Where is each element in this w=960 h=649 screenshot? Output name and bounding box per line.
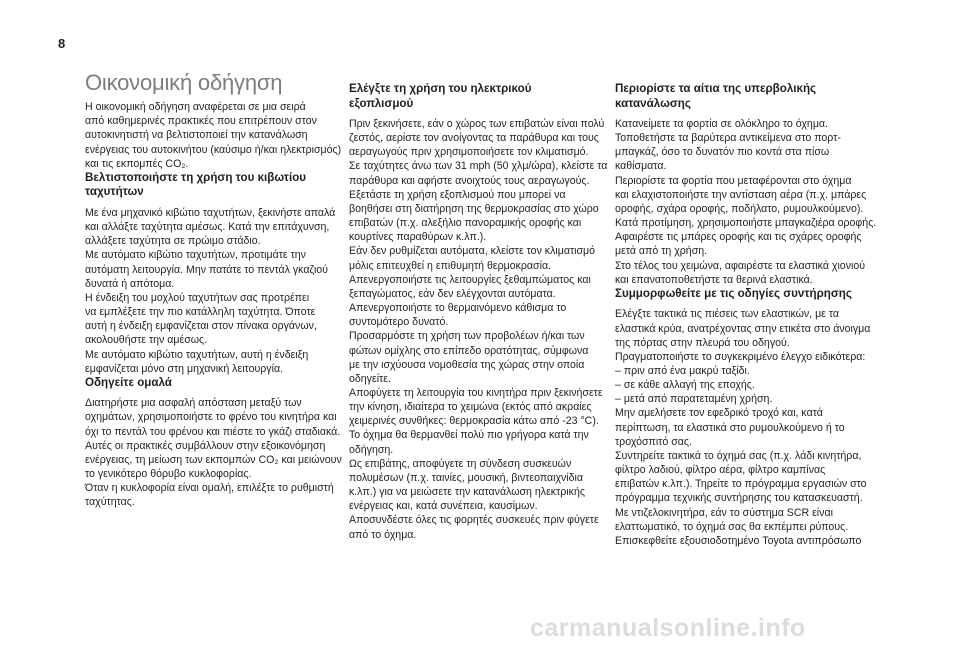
column-3 — [615, 82, 877, 548]
paragraph-line: αλλάξετε ταχύτητα σε πρώιμο στάδιο. — [85, 235, 261, 248]
paragraph-line: ενέργειας και, κατά συνέπεια, καυσίμων. — [349, 500, 538, 513]
paragraph-line: Με αυτόματο κιβώτιο ταχυτήτων, αυτή η ένδειξη — [85, 348, 309, 361]
paragraph-line: αυτοκινητιστή να βελτιστοποιεί την κατανάλωση — [85, 129, 308, 142]
paragraph-line: ενέργειας, τη μείωση των εκπομπών CO₂ και μειώνουν — [85, 453, 342, 466]
paragraph-line: ταχύτητας. — [85, 496, 135, 509]
paragraph-line: Διατηρήστε μια ασφαλή απόσταση μεταξύ των — [85, 397, 302, 410]
paragraph-line: ακολουθήστε την αμέσως. — [85, 334, 208, 347]
paragraph-line: Με ντιζελοκινητήρα, εάν το σύστημα SCR είναι — [615, 506, 833, 519]
column-2 — [349, 82, 608, 542]
paragraph-line: αεραγωγούς πριν χρησιμοποιήσετε τον κλιματισμό. — [349, 146, 589, 159]
paragraph-line: και ελαχιστοποιήστε την αντίσταση αέρα (π.χ. μπάρες — [615, 188, 867, 201]
section-intro — [85, 100, 342, 171]
paragraph-line: κ.λπ.) για να μειώσετε την κατανάλωση ηλεκτρικής — [349, 486, 585, 499]
paragraph-line: φώτων ομίχλης στο επίπεδο ορατότητας, σύμφωνα — [349, 344, 589, 357]
section-maintenance — [615, 286, 871, 548]
paragraph-line: Μην αμελήσετε τον εφεδρικό τροχό και, κατά — [615, 407, 823, 420]
paragraph-line: από το όχημα. — [349, 528, 417, 541]
paragraph-line: αυτή η ένδειξη εμφανίζεται στον πίνακα οργάνων, — [85, 320, 317, 333]
paragraph-line: αυτόματη λειτουργία. Μην πατάτε το πεντάλ γκαζιού — [85, 263, 328, 276]
section-heading: Βελτιστοποιήστε τη χρήση του κιβωτίου ταχυτήτων — [85, 170, 307, 199]
paragraph-line: οδηγείτε. — [349, 372, 391, 385]
paragraph-line: και επανατοποθετήστε τα θερινά ελαστικά. — [615, 273, 813, 286]
paragraph-line: Κατά προτίμηση, χρησιμοποιήστε μπαγκαζιέρα οροφής. — [615, 217, 877, 230]
page-title: Οικονομική οδήγηση — [85, 70, 283, 95]
paragraph-line: Αυτές οι πρακτικές συμβάλλουν στην εξοικονόμηση — [85, 439, 326, 452]
paragraph-line: Σε ταχύτητες άνω των 31 mph (50 χλμ/ώρα), κλείστε τα — [349, 160, 608, 173]
paragraph-line: περίπτωση, τα ελαστικά στο ρυμουλκούμενο ή το — [615, 421, 845, 434]
section-heading: Περιορίστε τα αίτια της υπερβολικής κατανάλωσης — [615, 82, 817, 110]
paragraph-line: να εμπλέξετε την πιο κατάλληλη ταχύτητα. Όποτε — [85, 306, 316, 319]
paragraph-line: φίλτρο λαδιού, φίλτρο αέρα, φίλτρο καμπίνας — [615, 464, 826, 477]
paragraph-line: από καθημερινές πρακτικές που επιτρέπουν στον — [85, 115, 317, 128]
paragraph-line: Απενεργοποιήστε το θερμαινόμενο κάθισμα το — [349, 302, 567, 315]
paragraph-line: οροφής, σχάρα οροφής, ποδήλατο, ρυμουλκούμενο). — [615, 202, 864, 215]
watermark: carmanualsonline.info — [530, 614, 806, 642]
paragraph-line: συντομότερο δυνατό. — [349, 316, 449, 329]
section-heading: Συμμορφωθείτε με τις οδηγίες συντήρησης — [615, 286, 852, 300]
paragraph-line: παράθυρα και αφήστε ανοιχτούς τους αεραγωγούς. — [349, 174, 590, 187]
paragraph-line: και τις εκπομπές CO₂. — [85, 157, 189, 170]
paragraph-line: τροχόσπιτό σας. — [615, 435, 692, 448]
paragraph-line: Εάν δεν ρυθμίζεται αυτόματα, κλείστε τον κλιματισμό — [349, 245, 596, 258]
paragraph-line: Κατανείμετε τα φορτία σε ολόκληρο το όχημα. — [615, 118, 828, 130]
paragraph-line: Ως επιβάτης, αποφύγετε τη σύνδεση συσκευών — [349, 457, 572, 470]
paragraph-line: ελαττωματικό, το όχημά σας θα εκπέμπει ρύπους. — [615, 520, 849, 533]
section-heading: Ελέγξτε τη χρήση του ηλεκτρικού εξοπλισμού — [349, 82, 532, 110]
paragraph-line: Επισκεφθείτε εξουσιοδοτημένο Toyota αντιπρόσωπο — [615, 534, 862, 547]
paragraph-line: πολυμέσων (π.χ. ταινίες, μουσική, βιντεοπαιχνίδια — [349, 471, 584, 484]
paragraph-line: ενέργειας του αυτοκινήτου (καύσιμο ή/και ηλεκτρισμός) — [85, 143, 342, 156]
paragraph-line: οδήγηση. — [349, 443, 394, 456]
paragraph-line: με την ισχύουσα νομοθεσία της χώρας στην οποία — [349, 358, 585, 371]
paragraph-line: ζεστός, αερίστε τον ανοίγοντας τα παράθυρα και τους — [349, 132, 599, 145]
paragraph-line: χειμερινές συνθήκες: θερμοκρασία κάτω από -23 °C). — [349, 415, 599, 428]
paragraph-line: Η ένδειξη του μοχλού ταχυτήτων σας προτρέπει — [85, 291, 310, 304]
column-1 — [85, 70, 342, 510]
paragraph-line: Τοποθετήστε τα βαρύτερα αντικείμενα στο πορτ- — [615, 132, 841, 145]
paragraph-line: της πόρτας στην πλευρά του οδηγού. — [615, 336, 790, 349]
paragraph-line: Στο τέλος του χειμώνα, αφαιρέστε τα ελαστικά χιονιού — [615, 259, 866, 272]
paragraph-line: ξεπαγώματος, εάν δεν ελέγχονται αυτόματα. — [349, 287, 556, 300]
paragraph-line: κουρτίνες παραθύρων κ.λπ.). — [349, 231, 487, 244]
paragraph-line: οχημάτων, χρησιμοποιήστε το φρένο του κινητήρα και — [85, 411, 337, 424]
paragraph-line: Όταν η κυκλοφορία είναι ομαλή, επιλέξτε το ρυθμιστή — [85, 482, 334, 495]
paragraph-line: το γενικότερο θόρυβο κυκλοφορίας. — [85, 468, 252, 481]
paragraph-line: επιβατών (π.χ. αλεξήλιο πανοραμικής οροφής και — [349, 217, 582, 230]
paragraph-line: μόλις επιτευχθεί η επιθυμητή θερμοκρασία. — [349, 259, 552, 272]
paragraph-line: Αποφύγετε τη λειτουργία του κινητήρα πριν ξεκινήσετε — [349, 386, 603, 399]
list-item: – μετά από παρατεταμένη χρήση. — [615, 393, 773, 406]
paragraph-line: δυνατά ή απότομα. — [85, 277, 175, 290]
paragraph-line: Απενεργοποιήστε τις λειτουργίες ξεθαμπώματος και — [349, 273, 591, 286]
section-gearbox — [85, 170, 336, 376]
list-item: – πριν από ένα μακρύ ταξίδι. — [615, 365, 750, 377]
paragraph-line: μπαγκάζ, όσο το δυνατόν πιο κοντά στα πίσω — [615, 146, 830, 159]
paragraph-line: Με ένα μηχανικό κιβώτιο ταχυτήτων, ξεκινήστε απαλά — [85, 206, 336, 219]
paragraph-line: την κίνηση, ιδιαίτερα το χειμώνα (εκτός από ακραίες — [349, 401, 592, 414]
list-item: – σε κάθε αλλαγή της εποχής. — [615, 379, 755, 392]
paragraph-line: επιβατών κ.λπ.). Τηρείτε το πρόγραμμα εργασιών στο — [615, 478, 867, 491]
paragraph-line: Προσαρμόστε τη χρήση των προβολέων ή/και των — [349, 330, 585, 343]
paragraph-line: Αποσυνδέστε όλες τις φορητές συσκευές πριν φύγετε — [349, 514, 599, 527]
section-electrical-equipment — [349, 82, 608, 542]
paragraph-line: Το όχημα θα θερμανθεί πολύ πιο γρήγορα κατά την — [349, 429, 589, 442]
paragraph-line: εμφανίζεται μόνο στη μηχανική λειτουργία. — [85, 362, 284, 375]
paragraph-line: Περιορίστε τα φορτία που μεταφέρονται στο όχημα — [615, 174, 852, 187]
paragraph-line: ελαστικά κρύα, ανατρέχοντας στην ετικέτα στο άνοιγμα — [615, 322, 871, 335]
paragraph-line: Πραγματοποιήστε το συγκεκριμένο έλεγχο ειδικότερα: — [615, 350, 866, 363]
paragraph-line: Ελέγξτε τακτικά τις πιέσεις των ελαστικών, με τα — [615, 308, 839, 321]
paragraph-line: Εξετάστε τη χρήση εξοπλισμού που μπορεί να — [349, 188, 566, 201]
section-excessive-consumption — [615, 82, 877, 287]
section-heading: Οδηγείτε ομαλά — [85, 375, 172, 389]
paragraph-line: Αφαιρέστε τις μπάρες οροφής και τις σχάρες οροφής — [615, 231, 862, 244]
paragraph-line: όχι το πεντάλ του φρένου και πιέστε το γκάζι σταδιακά. — [85, 425, 341, 438]
section-smooth-driving — [85, 375, 342, 510]
paragraph-line: μετά από τη χρήση. — [615, 245, 708, 258]
paragraph-line: Η οικονομική οδήγηση αναφέρεται σε μια σειρά — [85, 101, 306, 114]
paragraph-line: Πριν ξεκινήσετε, εάν ο χώρος των επιβατών είναι πολύ — [349, 118, 605, 130]
paragraph-line: Συντηρείτε τακτικά το όχημά σας (π.χ. λάδι κινητήρα, — [615, 449, 862, 462]
paragraph-line: βοηθήσει στη διατήρηση της θερμοκρασίας στο χώρο — [349, 202, 599, 215]
paragraph-line: καθίσματα. — [615, 160, 667, 173]
paragraph-line: και αλλάξτε ταχύτητα αμέσως. Κατά την επιτάχυνση, — [85, 221, 330, 234]
paragraph-line: πρόγραμμα τεχνικής συντήρησης του κατασκευαστή. — [615, 492, 863, 505]
paragraph-line: Με αυτόματο κιβώτιο ταχυτήτων, προτιμάτε την — [85, 249, 306, 262]
page-number: 8 — [58, 36, 66, 51]
